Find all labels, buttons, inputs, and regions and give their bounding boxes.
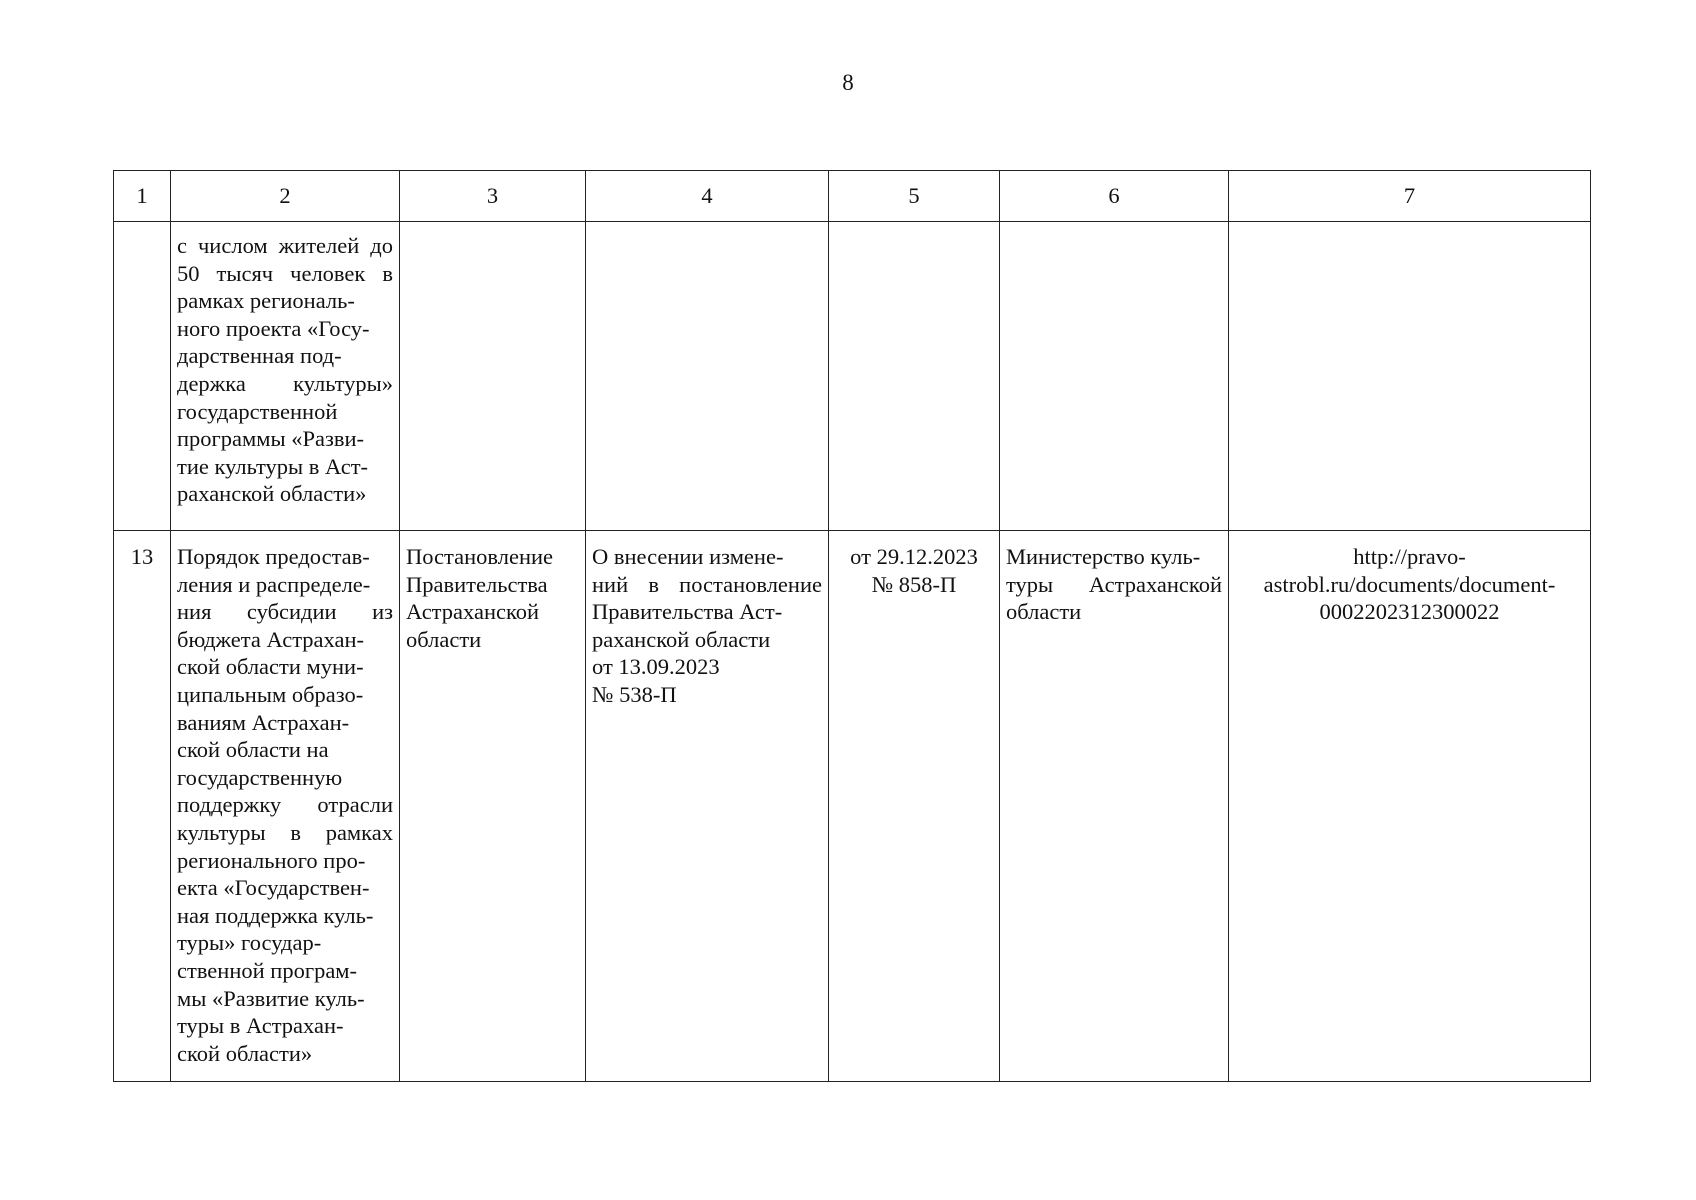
act-title-cell: О внесении измене- ний в постановление Правительства Аст- раханской области от 13.09.2023 № 538-П	[586, 531, 829, 1082]
act-type-cell	[400, 222, 586, 531]
page-number: 8	[842, 70, 854, 95]
column-header: 7	[1229, 171, 1591, 222]
document-table	[113, 170, 1591, 1082]
table-row	[114, 531, 1591, 1082]
row-number-cell	[114, 222, 171, 531]
column-header: 5	[829, 171, 1000, 222]
authority-cell: Министерство куль- туры Астраханской области	[1000, 531, 1229, 1082]
act-type-cell: Постановление Правительства Астраханской области	[400, 531, 586, 1082]
table-row	[114, 222, 1591, 531]
act-name-cell: Порядок предостав- ления и распределе- ния субсидии из бюджета Астрахан- ской области муни- ципальным образо- ваниям Астрахан- ской области на государственную поддержку отрасли культуры в рамках регионального про- екта «Государствен- ная поддержка куль- туры» государ- ственной програм- мы «Развитие куль- туры в Астрахан- ской области»	[171, 531, 400, 1082]
table-header-row	[114, 171, 1591, 222]
column-header: 4	[586, 171, 829, 222]
column-header: 6	[1000, 171, 1229, 222]
link-cell	[1229, 222, 1591, 531]
act-date-cell: от 29.12.2023 № 858-П	[829, 531, 1000, 1082]
column-header: 1	[114, 171, 171, 222]
link-cell[interactable]: http://pravo- astrobl.ru/documents/document- 0002202312300022	[1229, 531, 1591, 1082]
row-number-cell: 13	[114, 531, 171, 1082]
authority-cell	[1000, 222, 1229, 531]
column-header: 2	[171, 171, 400, 222]
column-header: 3	[400, 171, 586, 222]
act-date-cell	[829, 222, 1000, 531]
act-name-cell: с числом жителей до 50 тысяч человек в рамках региональ- ного проекта «Госу- дарственная под- держка культуры» государственной программы «Разви- тие культуры в Аст- раханской области»	[171, 222, 400, 531]
act-title-cell	[586, 222, 829, 531]
